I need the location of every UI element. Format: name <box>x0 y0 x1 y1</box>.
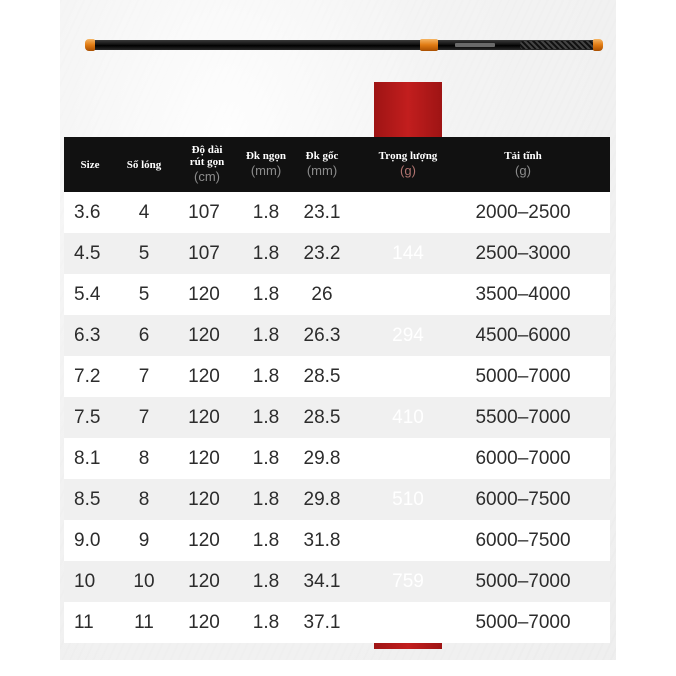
cell-sections: 10 <box>133 571 155 592</box>
header-unit: (cm) <box>194 169 220 184</box>
cell-tip-diameter: 1.8 <box>252 284 280 305</box>
cell-max-load: 6000–7000 <box>475 448 571 469</box>
cell-butt-diameter: 37.1 <box>303 612 341 633</box>
cell-max-load: 5000–7000 <box>475 366 571 387</box>
table-row <box>64 397 610 438</box>
cell-sections: 9 <box>138 530 150 551</box>
cell-butt-diameter: 31.8 <box>303 530 341 551</box>
header-unit: (mm) <box>306 163 338 178</box>
cell-sections: 7 <box>138 366 150 387</box>
cell-closed-length: 107 <box>188 243 220 264</box>
cell-size: 5.4 <box>74 284 101 305</box>
cell-butt-diameter: 34.1 <box>303 571 341 592</box>
cell-size: 7.2 <box>74 366 101 387</box>
cell-max-load: 4500–6000 <box>475 325 571 346</box>
cell-weight: 214 <box>392 284 424 305</box>
table-row <box>64 561 610 602</box>
cell-sections: 5 <box>138 284 150 305</box>
header-label: Độ dài <box>191 144 223 156</box>
header-unit: (mm) <box>250 163 282 178</box>
header-label: Trọng lượng <box>378 150 438 162</box>
cell-size: 7.5 <box>74 407 101 428</box>
header-unit: (g) <box>400 163 416 178</box>
header-sections <box>120 137 168 192</box>
cell-butt-diameter: 29.8 <box>303 489 341 510</box>
cell-sections: 5 <box>138 243 150 264</box>
cell-tip-diameter: 1.8 <box>252 571 280 592</box>
cell-weight: 620 <box>392 530 424 551</box>
cell-max-load: 5000–7000 <box>475 571 571 592</box>
cell-closed-length: 120 <box>188 407 220 428</box>
cell-butt-diameter: 29.8 <box>303 448 341 469</box>
cell-tip-diameter: 1.8 <box>252 448 280 469</box>
cell-butt-diameter: 23.2 <box>303 243 341 264</box>
cell-max-load: 5500–7000 <box>475 407 571 428</box>
header-label: Tải tĩnh <box>504 150 542 162</box>
table-row <box>64 356 610 397</box>
cell-max-load: 2500–3000 <box>475 243 571 264</box>
header-closed-length <box>176 137 238 192</box>
cell-size: 6.3 <box>74 325 101 346</box>
cell-closed-length: 120 <box>188 325 220 346</box>
header-label: Đk gốc <box>305 150 339 162</box>
cell-tip-diameter: 1.8 <box>252 325 280 346</box>
header-label: Số lóng <box>126 158 162 171</box>
spec-table <box>64 137 610 643</box>
header-max-load <box>454 137 592 192</box>
cell-tip-diameter: 1.8 <box>252 407 280 428</box>
table-row <box>64 192 610 233</box>
cell-sections: 6 <box>138 325 150 346</box>
header-label-line2: rút gọn <box>189 156 225 168</box>
cell-butt-diameter: 23.1 <box>303 202 341 223</box>
table-row <box>64 274 610 315</box>
cell-weight: 294 <box>392 325 424 346</box>
cell-weight: 387 <box>392 366 424 387</box>
header-label: Size <box>80 158 100 171</box>
header-weight <box>374 137 442 192</box>
cell-weight: 916 <box>392 612 424 633</box>
cell-butt-diameter: 28.5 <box>303 407 341 428</box>
cell-tip-diameter: 1.8 <box>252 243 280 264</box>
cell-weight: 510 <box>392 489 424 510</box>
cell-closed-length: 120 <box>188 366 220 387</box>
fishing-rod-image <box>85 40 603 50</box>
cell-closed-length: 120 <box>188 284 220 305</box>
cell-weight: 101 <box>392 202 424 223</box>
cell-sections: 7 <box>138 407 150 428</box>
cell-closed-length: 120 <box>188 571 220 592</box>
header-butt-diameter <box>292 137 352 192</box>
cell-closed-length: 107 <box>188 202 220 223</box>
spec-table-header <box>64 137 610 192</box>
table-row <box>64 520 610 561</box>
cell-size: 11 <box>74 612 94 633</box>
table-row <box>64 479 610 520</box>
spec-table-body <box>64 192 610 643</box>
cell-closed-length: 120 <box>188 448 220 469</box>
cell-butt-diameter: 26 <box>311 284 333 305</box>
cell-tip-diameter: 1.8 <box>252 366 280 387</box>
cell-sections: 4 <box>138 202 150 223</box>
cell-butt-diameter: 28.5 <box>303 366 341 387</box>
cell-size: 4.5 <box>74 243 101 264</box>
cell-butt-diameter: 26.3 <box>303 325 341 346</box>
table-row <box>64 438 610 479</box>
cell-closed-length: 120 <box>188 530 220 551</box>
table-row <box>64 315 610 356</box>
cell-size: 10 <box>74 571 96 592</box>
cell-sections: 8 <box>138 489 150 510</box>
table-row <box>64 233 610 274</box>
cell-size: 9.0 <box>74 530 101 551</box>
cell-weight: 144 <box>392 243 424 264</box>
cell-max-load: 5000–7000 <box>475 612 571 633</box>
cell-weight: 410 <box>392 407 424 428</box>
cell-sections: 11 <box>134 612 154 633</box>
cell-tip-diameter: 1.8 <box>252 530 280 551</box>
cell-size: 8.5 <box>74 489 101 510</box>
header-size <box>70 137 110 192</box>
cell-tip-diameter: 1.8 <box>252 489 280 510</box>
table-row <box>64 602 610 643</box>
cell-tip-diameter: 1.8 <box>252 202 280 223</box>
cell-closed-length: 120 <box>188 612 220 633</box>
header-tip-diameter <box>238 137 294 192</box>
cell-max-load: 2000–2500 <box>475 202 571 223</box>
cell-max-load: 6000–7500 <box>475 489 571 510</box>
cell-size: 8.1 <box>74 448 101 469</box>
cell-sections: 8 <box>138 448 150 469</box>
cell-max-load: 6000–7500 <box>475 530 571 551</box>
cell-closed-length: 120 <box>188 489 220 510</box>
cell-max-load: 3500–4000 <box>475 284 571 305</box>
header-unit: (g) <box>515 163 531 178</box>
cell-tip-diameter: 1.8 <box>252 612 280 633</box>
cell-weight: 494 <box>392 448 424 469</box>
cell-size: 3.6 <box>74 202 101 223</box>
header-label: Đk ngọn <box>245 150 287 162</box>
cell-weight: 759 <box>392 571 424 592</box>
